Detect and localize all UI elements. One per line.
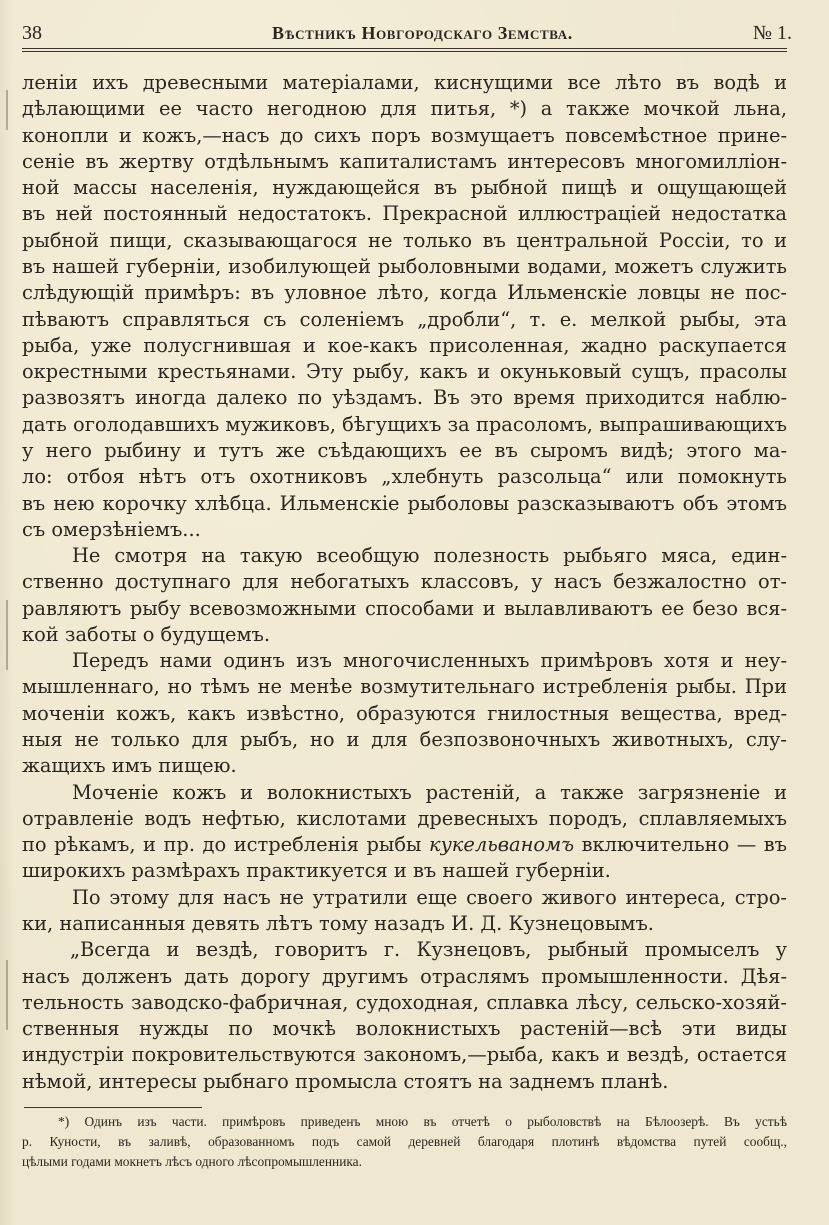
text-line: широкихъ размѣрахъ практикуется и въ нашей губерніи. [22, 859, 611, 882]
text-line: жащихъ имъ пищею. [22, 754, 237, 777]
text-line: въ ней постоянный недостатокъ. Прекрасной иллюстраціей недостатка [22, 202, 787, 225]
text-line: ныя не только для рыбъ, но и для безпозвоночныхъ животныхъ, слу- [22, 728, 787, 751]
text-line: индустріи покровительствуются закономъ,—рыба, какъ и вездѣ, остается [22, 1043, 787, 1066]
text-segment: по рѣкамъ, и пр. до истребленія рыбы [22, 833, 422, 856]
footnote-line: р. Куности, въ заливѣ, образованномъ подъ самой деревней благодаря плотинѣ вѣдомства путей сообщ., [22, 1134, 787, 1149]
text-line: тельность заводско-фабричная, судоходная, сплавка лѣсу, сельско-хозяй- [22, 991, 787, 1014]
text-line: пѣваютъ справляться съ соленіемъ „дробли“, т. е. мелкой рыбы, эта [22, 308, 787, 331]
text-line: развозятъ иногда далеко по уѣздамъ. Въ это время приходится наблю- [22, 386, 787, 409]
footnote-line: цѣлыми годами мокнетъ лѣсъ одного лѣсопромышленника. [22, 1154, 362, 1169]
text-line: леніи ихъ древесными матеріалами, киснущими все лѣто въ водѣ и [22, 71, 787, 94]
text-line: ки, написанныя девять лѣтъ тому назадъ И. Д. Кузнецовымъ. [22, 912, 654, 935]
text-line: ственныя нужды по мочкѣ волокнистыхъ растеній—всѣ эти виды [22, 1017, 787, 1040]
text-line: равляютъ рыбу всевозможными способами и вылавливаютъ ее безо вся- [22, 597, 787, 620]
text-line: въ нею корочку хлѣбца. Ильменскіе рыболовы разсказываютъ объ этомъ [22, 492, 787, 515]
page-number: 38 [22, 22, 42, 44]
text-line: Передъ нами одинъ изъ многочисленныхъ примѣровъ хотя и неу- [72, 649, 787, 672]
text-line: ственно доступнаго для небогатыхъ классовъ, у насъ безжалостно от- [22, 570, 787, 593]
text-line: насъ долженъ дать дорогу другимъ отраслямъ промышленности. Дѣя- [22, 965, 787, 988]
text-line: дать оголодавшихъ мужиковъ, бѣгущихъ за прасоломъ, выпрашивающихъ [22, 413, 787, 436]
margin-mark [6, 960, 8, 1030]
text-line: Моченіе кожъ и волокнистыхъ растеній, а также загрязненіе и [72, 781, 787, 804]
text-line: окрестными крестьянами. Эту рыбу, какъ и окуньковый сущъ, прасолы [22, 360, 787, 383]
header-rule-thin [22, 51, 787, 52]
text-line: кой заботы о будущемъ. [22, 623, 271, 646]
margin-mark [6, 90, 8, 130]
text-line: рыба, уже полусгнившая и кое-какъ присоленная, жадно раскупается [22, 334, 787, 357]
text-line-mixed [22, 832, 787, 858]
text-line: слѣдующій примѣръ: въ уловное лѣто, когда Ильменскіе ловцы не пос- [22, 281, 787, 304]
text-line: нѣмой, интересы рыбнаго промысла стоятъ на заднемъ планѣ. [22, 1070, 669, 1093]
footnote-line: *) Одинъ изъ части. примѣровъ приведенъ мною въ отчетѣ о рыболовствѣ на Бѣлоозерѣ. Въ устьѣ [58, 1114, 787, 1129]
text-line: дѣлающими ее часто негодною для питья, *) а также мочкой льна, [22, 97, 787, 120]
text-line: у него рыбину и тутъ же съѣдающихъ ее въ сыромъ видѣ; этого ма- [22, 439, 787, 462]
margin-mark [6, 600, 8, 670]
text-line: Не смотря на такую всеобщую полезность рыбьяго мяса, един- [72, 544, 787, 567]
footnote-rule [24, 1107, 202, 1108]
text-segment: включительно — въ [574, 833, 787, 856]
italic-term: кукельваномъ [428, 833, 575, 856]
text-line: ло: отбоя нѣтъ отъ охотниковъ „хлебнуть разсольца“ или помокнуть [22, 465, 787, 488]
text-line: По этому для насъ не утратили еще своего живого интереса, стро- [72, 886, 787, 909]
text-line: ной массы населенія, нуждающейся въ рыбной пищѣ и ощущающей [22, 176, 787, 199]
text-line: мышленнаго, но тѣмъ не менѣе возмутительнаго истребленія рыбы. При [22, 675, 787, 698]
running-header [22, 22, 792, 48]
text-line: моченіи кожъ, какъ извѣстно, образуются гнилостныя вещества, вред- [22, 702, 787, 725]
issue-number: № 1. [752, 22, 792, 44]
text-line: въ нашей губерніи, изобилующей рыболовными водами, можетъ служить [22, 255, 787, 278]
text-line: съ омерзѣніемъ... [22, 518, 201, 541]
text-line: „Всегда и вездѣ, говоритъ г. Кузнецовъ, рыбный промыселъ у [70, 938, 787, 961]
text-line: рыбной пищи, сказывающагося не только въ центральной Россіи, то и [22, 229, 787, 252]
journal-title: Вѣстникъ Новгородскаго Земства. [272, 23, 573, 43]
header-rule [22, 48, 787, 49]
text-line: отравленіе водъ нефтью, кислотами древесныхъ породъ, сплавляемыхъ [22, 807, 787, 830]
text-line: конопли и кожъ,—насъ до сихъ поръ возмущаетъ повсемѣстное прине- [22, 124, 787, 147]
text-line: сеніе въ жертву отдѣльнымъ капиталистамъ интересовъ многомилліон- [22, 150, 787, 173]
